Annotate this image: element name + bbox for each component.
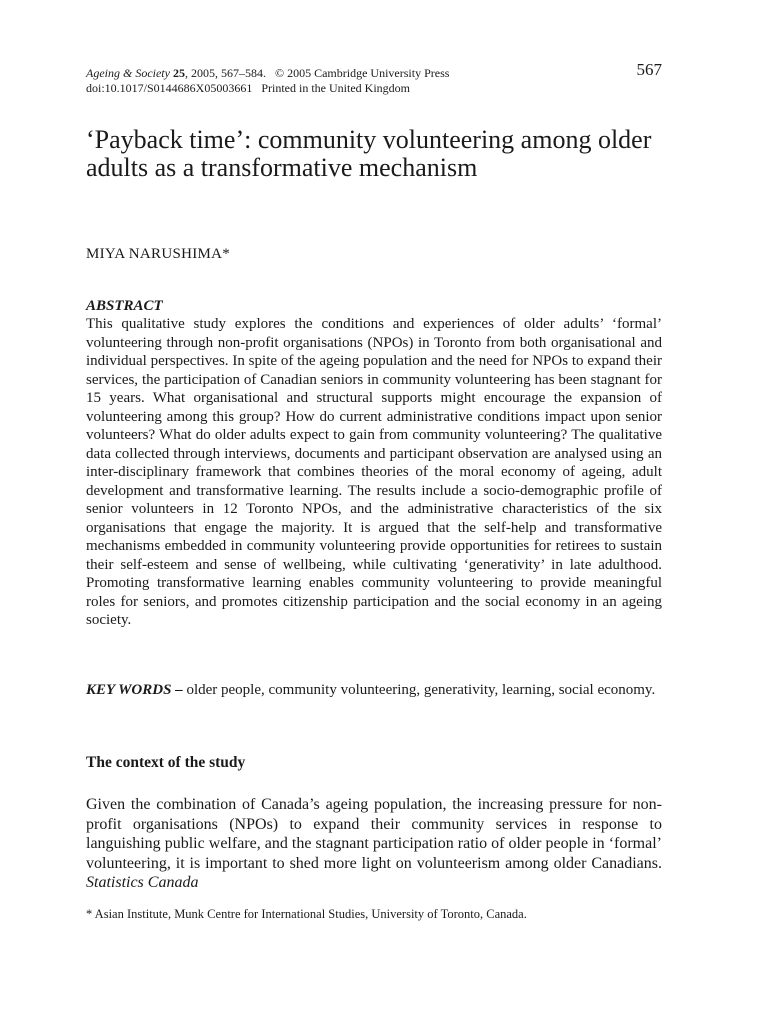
printed-notice: Printed in the United Kingdom [261,81,410,95]
body-paragraph [86,795,662,893]
journal-name: Ageing & Society [86,66,170,80]
citation-line [86,66,662,81]
page-number: 567 [636,60,662,79]
journal-volume: 25 [172,66,185,80]
doi-line [86,81,662,96]
citation-details: , 2005, 567–584. [184,66,266,80]
abstract-text: This qualitative study explores the conditions and experiences of older adults’ ‘formal’ volunteering through non-profit organisations (NPOs) in Toronto from both organisational and individual perspectives. In spite of the ageing population and the need for NPOs to expand their services, the participation of Canadian seniors in community volunteering has been stagnant for 15 years. What organisational and structural supports might encourage the expansion of volunteering among this group? How do current administrative conditions impact upon senior volunteers? What do older adults expect to gain from community volunteering? The qualitative data collected through interviews, documents and participant observation are analysed using an inter-disciplinary framework that combines theories of the moral economy of ageing, adult development and transformative learning. The results include a socio-demographic profile of senior volunteers in 12 Toronto NPOs, and the administrative characteristics of the six organisations that engage the majority. It is argued that the self-help and transformative mechanisms embedded in community volunteering provide opportunities for retirees to sustain their self-esteem and sense of wellbeing, while cultivating ‘generativity’ in late adulthood. Promoting transformative learning enables community volunteering to provide meaningful roles for seniors, and promotes citizenship participation and the social economy in an ageing society. [86,316,662,628]
author-name: MIYA NARUSHIMA* [86,246,231,262]
running-header [86,60,662,96]
keywords-line [86,681,662,700]
body-paragraph-text: Given the combination of Canada’s ageing population, the increasing pressure for non-profit organisations (NPOs) to expand their community services in response to languishing public welfare, and the stagnant participation ratio of older people in ‘formal’ volunteering, it is important to shed more light on volunteerism among older Canadians. [86,796,662,872]
section-heading: The context of the study [86,754,246,771]
abstract-heading: ABSTRACT [86,298,163,314]
keywords-text: older people, community volunteering, generativity, learning, social economy. [182,682,656,698]
body-paragraph-italic: Statistics Canada [86,874,199,891]
copyright-notice: © 2005 Cambridge University Press [274,66,450,80]
footnote: * Asian Institute, Munk Centre for International Studies, University of Toronto, Canada. [86,907,527,921]
abstract-section [86,297,662,630]
keywords-label: KEY WORDS – [86,682,183,698]
article-title: ‘Payback time’: community volunteering among older adults as a transformative mechanism [86,125,652,182]
doi: doi:10.1017/S0144686X05003661 [86,81,253,95]
journal-page [86,0,662,1024]
